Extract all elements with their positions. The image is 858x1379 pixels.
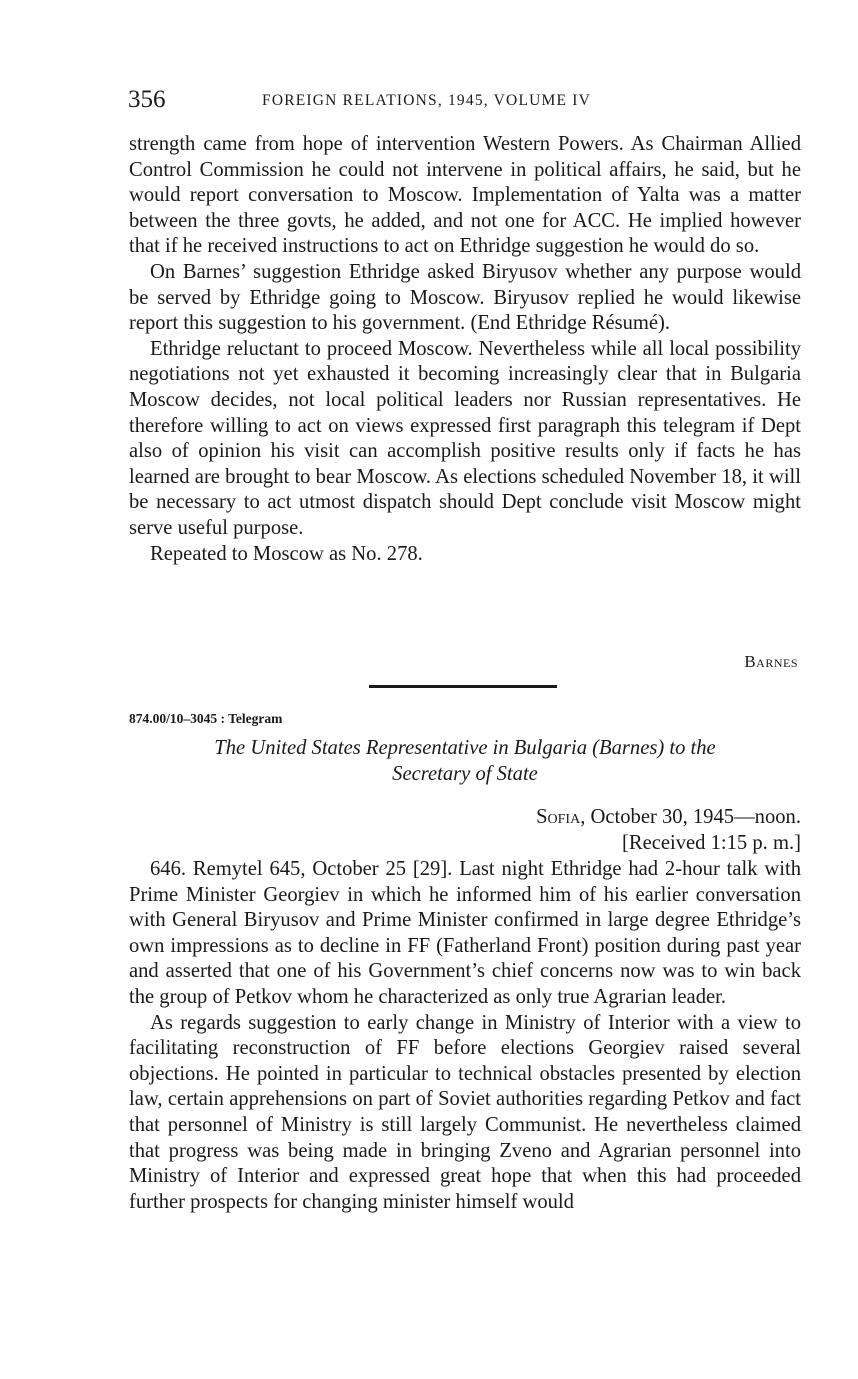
file-reference: 874.00/10–3045 : Telegram: [129, 711, 283, 726]
paragraph: Repeated to Moscow as No. 278.: [150, 542, 423, 565]
page-header: [128, 86, 800, 116]
telegram-body: [129, 857, 801, 1215]
signature: Barnes: [744, 652, 798, 671]
paragraph: strength came from hope of intervention Western Powers. As Chairman Allied Control Commission he could not intervene in political affairs, he said, but he would report conversation to Moscow. Implementation of Yalta was a matter between the three govts, he added, and not one for ACC. He implied however that if he received instructions to act on Ethridge suggestion he would do so.: [129, 133, 801, 258]
dateline-date: October 30, 1945—noon.: [590, 806, 801, 828]
section-divider: [369, 685, 557, 688]
paragraph: On Barnes’ suggestion Ethridge asked Biryusov whether any purpose would be served by Ethridge going to Moscow. Biryusov replied he would likewise report this suggestion to his government. (End Ethridge Résumé).: [129, 260, 801, 335]
dateline-place: Sofia,: [536, 806, 586, 828]
paragraph: Ethridge reluctant to proceed Moscow. Nevertheless while all local possibility negotiations not yet exhausted it becoming increasingly clear that in Bulgaria Moscow decides, not local political leaders nor Russian representatives. He therefore willing to act on views expressed first paragraph this telegram if Dept also of opinion his visit can accomplish positive results only if facts he has learned are brought to bear Moscow. As elections scheduled November 18, it will be necessary to act utmost dispatch should Dept conclude visit Moscow might serve useful purpose.: [129, 337, 801, 539]
document-title: [129, 735, 801, 787]
paragraph: As regards suggestion to early change in Ministry of Interior with a view to facilitating reconstruction of FF before elections Georgiev raised several objections. He pointed in particular to technical obstacles presented by election law, certain apprehensions on part of Soviet authorities regarding Petkov and fact that personnel of Ministry is still largely Communist. He nevertheless claimed that progress was being made in bringing Zveno and Agrarian personnel into Ministry of Interior and expressed great hope that when this had proceeded further prospects for changing minister himself would: [129, 1011, 801, 1213]
received-note: [Received 1:15 p. m.]: [622, 832, 801, 854]
document-title-line: Secretary of State: [392, 763, 538, 785]
page-number: 356: [128, 86, 166, 113]
paragraph: 646. Remytel 645, October 25 [29]. Last night Ethridge had 2-hour talk with Prime Minister Georgiev in which he informed him of his earlier conversation with General Biryusov and Prime Minister confirmed in large degree Ethridge’s own impressions as to decline in FF (Fatherland Front) position during past year and asserted that one of his Government’s chief concerns now was to win back the group of Petkov whom he characterized as only true Agrarian leader.: [129, 858, 801, 1008]
document-title-line: The United States Representative in Bulgaria (Barnes) to the: [214, 737, 716, 759]
dateline: [536, 804, 801, 856]
telegram-continuation: [129, 132, 801, 567]
running-title: FOREIGN RELATIONS, 1945, VOLUME IV: [262, 92, 591, 109]
